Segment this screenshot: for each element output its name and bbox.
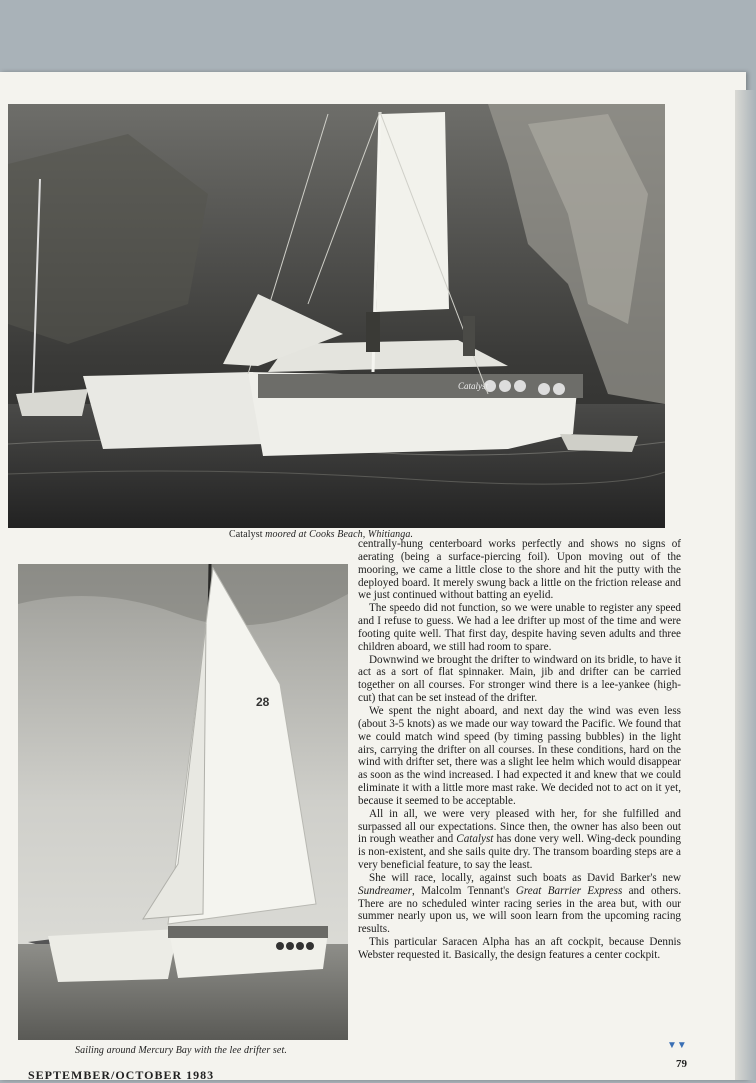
article-column [358, 538, 681, 962]
sail-number-label: 28 [256, 695, 270, 709]
caption-bottom: Sailing around Mercury Bay with the lee drifter set. [75, 1045, 287, 1056]
article-paragraph-1: centrally-hung centerboard works perfectly and shows no signs of aerating (being a surface-piercing foil). Upon moving out of the mooring, we came a little close to the shore and hit the putty with the deployed board. It merely swung back a little on the friction release and we just continued without batting an eyelid. [358, 538, 681, 602]
p6-text-c: and others. There are no scheduled winter racing series in the area but, with our summer nearly upon us, we will soon learn from the upcoming racing results. [358, 884, 681, 936]
article-paragraph-6 [358, 872, 681, 936]
photo-catalyst-moored [8, 104, 665, 528]
article-paragraph-7: This particular Saracen Alpha has an aft cockpit, because Dennis Webster requested it. Basically, the design features a center cockpit. [358, 936, 681, 961]
caption-top-text: moored at Cooks Beach, Whitianga. [262, 529, 414, 540]
issue-footer: SEPTEMBER/OCTOBER 1983 [28, 1068, 215, 1082]
article-paragraph-5 [358, 808, 681, 872]
page-number: 79 [676, 1058, 687, 1070]
hull-name-label: Catalyst [458, 381, 489, 391]
p6-boat-name-2: Great Barrier Express [515, 884, 623, 897]
caption-top-boat-name: Catalyst [229, 529, 263, 540]
article-paragraph-2: The speedo did not function, so we were unable to register any speed and I refuse to guess. We had a lee drifter up most of the time and were footing quite well. That first day, despite having seven adults and three children aboard, we still had room to spare. [358, 602, 681, 653]
article-paragraph-4: We spent the night aboard, and next day the wind was even less (about 3-5 knots) as we made our way toward the Pacific. We found that we could match wind speed (by timing passing bubbles) in the light airs, carrying the drifter on all courses. In these conditions, hard on the wind with drifter set, there was a slight lee helm which would disappear as soon as the wind increased. I had expected it and knew that we could eliminate it with a little more mast rake. We decided not to act on it yet, because it seemed to be acceptable. [358, 704, 681, 807]
p5-text-a: All in all, we were very pleased with her, for she fulfilled and surpassed all our expectations. Since then, the owner has also been out in rough weather and [358, 807, 681, 846]
photo-sailing-mercury-bay [18, 564, 348, 1040]
page-edge [735, 90, 756, 1080]
end-of-article-mark: ▼▼ [667, 1040, 687, 1051]
p6-boat-name-1: Sundreamer [358, 884, 413, 897]
article-paragraph-3: Downwind we brought the drifter to windward on its bridle, to have it act as a sort of flat spinnaker. Main, jib and drifter can be carried together on all courses. For stronger wind there is a lee-yankee (high-cut) that can be set instead of the drifter. [358, 653, 681, 705]
p6-text-b: , Malcolm Tennant's [412, 884, 516, 897]
p5-boat-name: Catalyst [456, 833, 494, 846]
p6-text-a: She will race, locally, against such boats as David Barker's new [369, 871, 681, 884]
p5-text-b: has done very well. Wing-deck pounding is non-existent, and she sails quite dry. The transom boarding steps are a very beneficial feature, to say the least. [358, 833, 681, 872]
